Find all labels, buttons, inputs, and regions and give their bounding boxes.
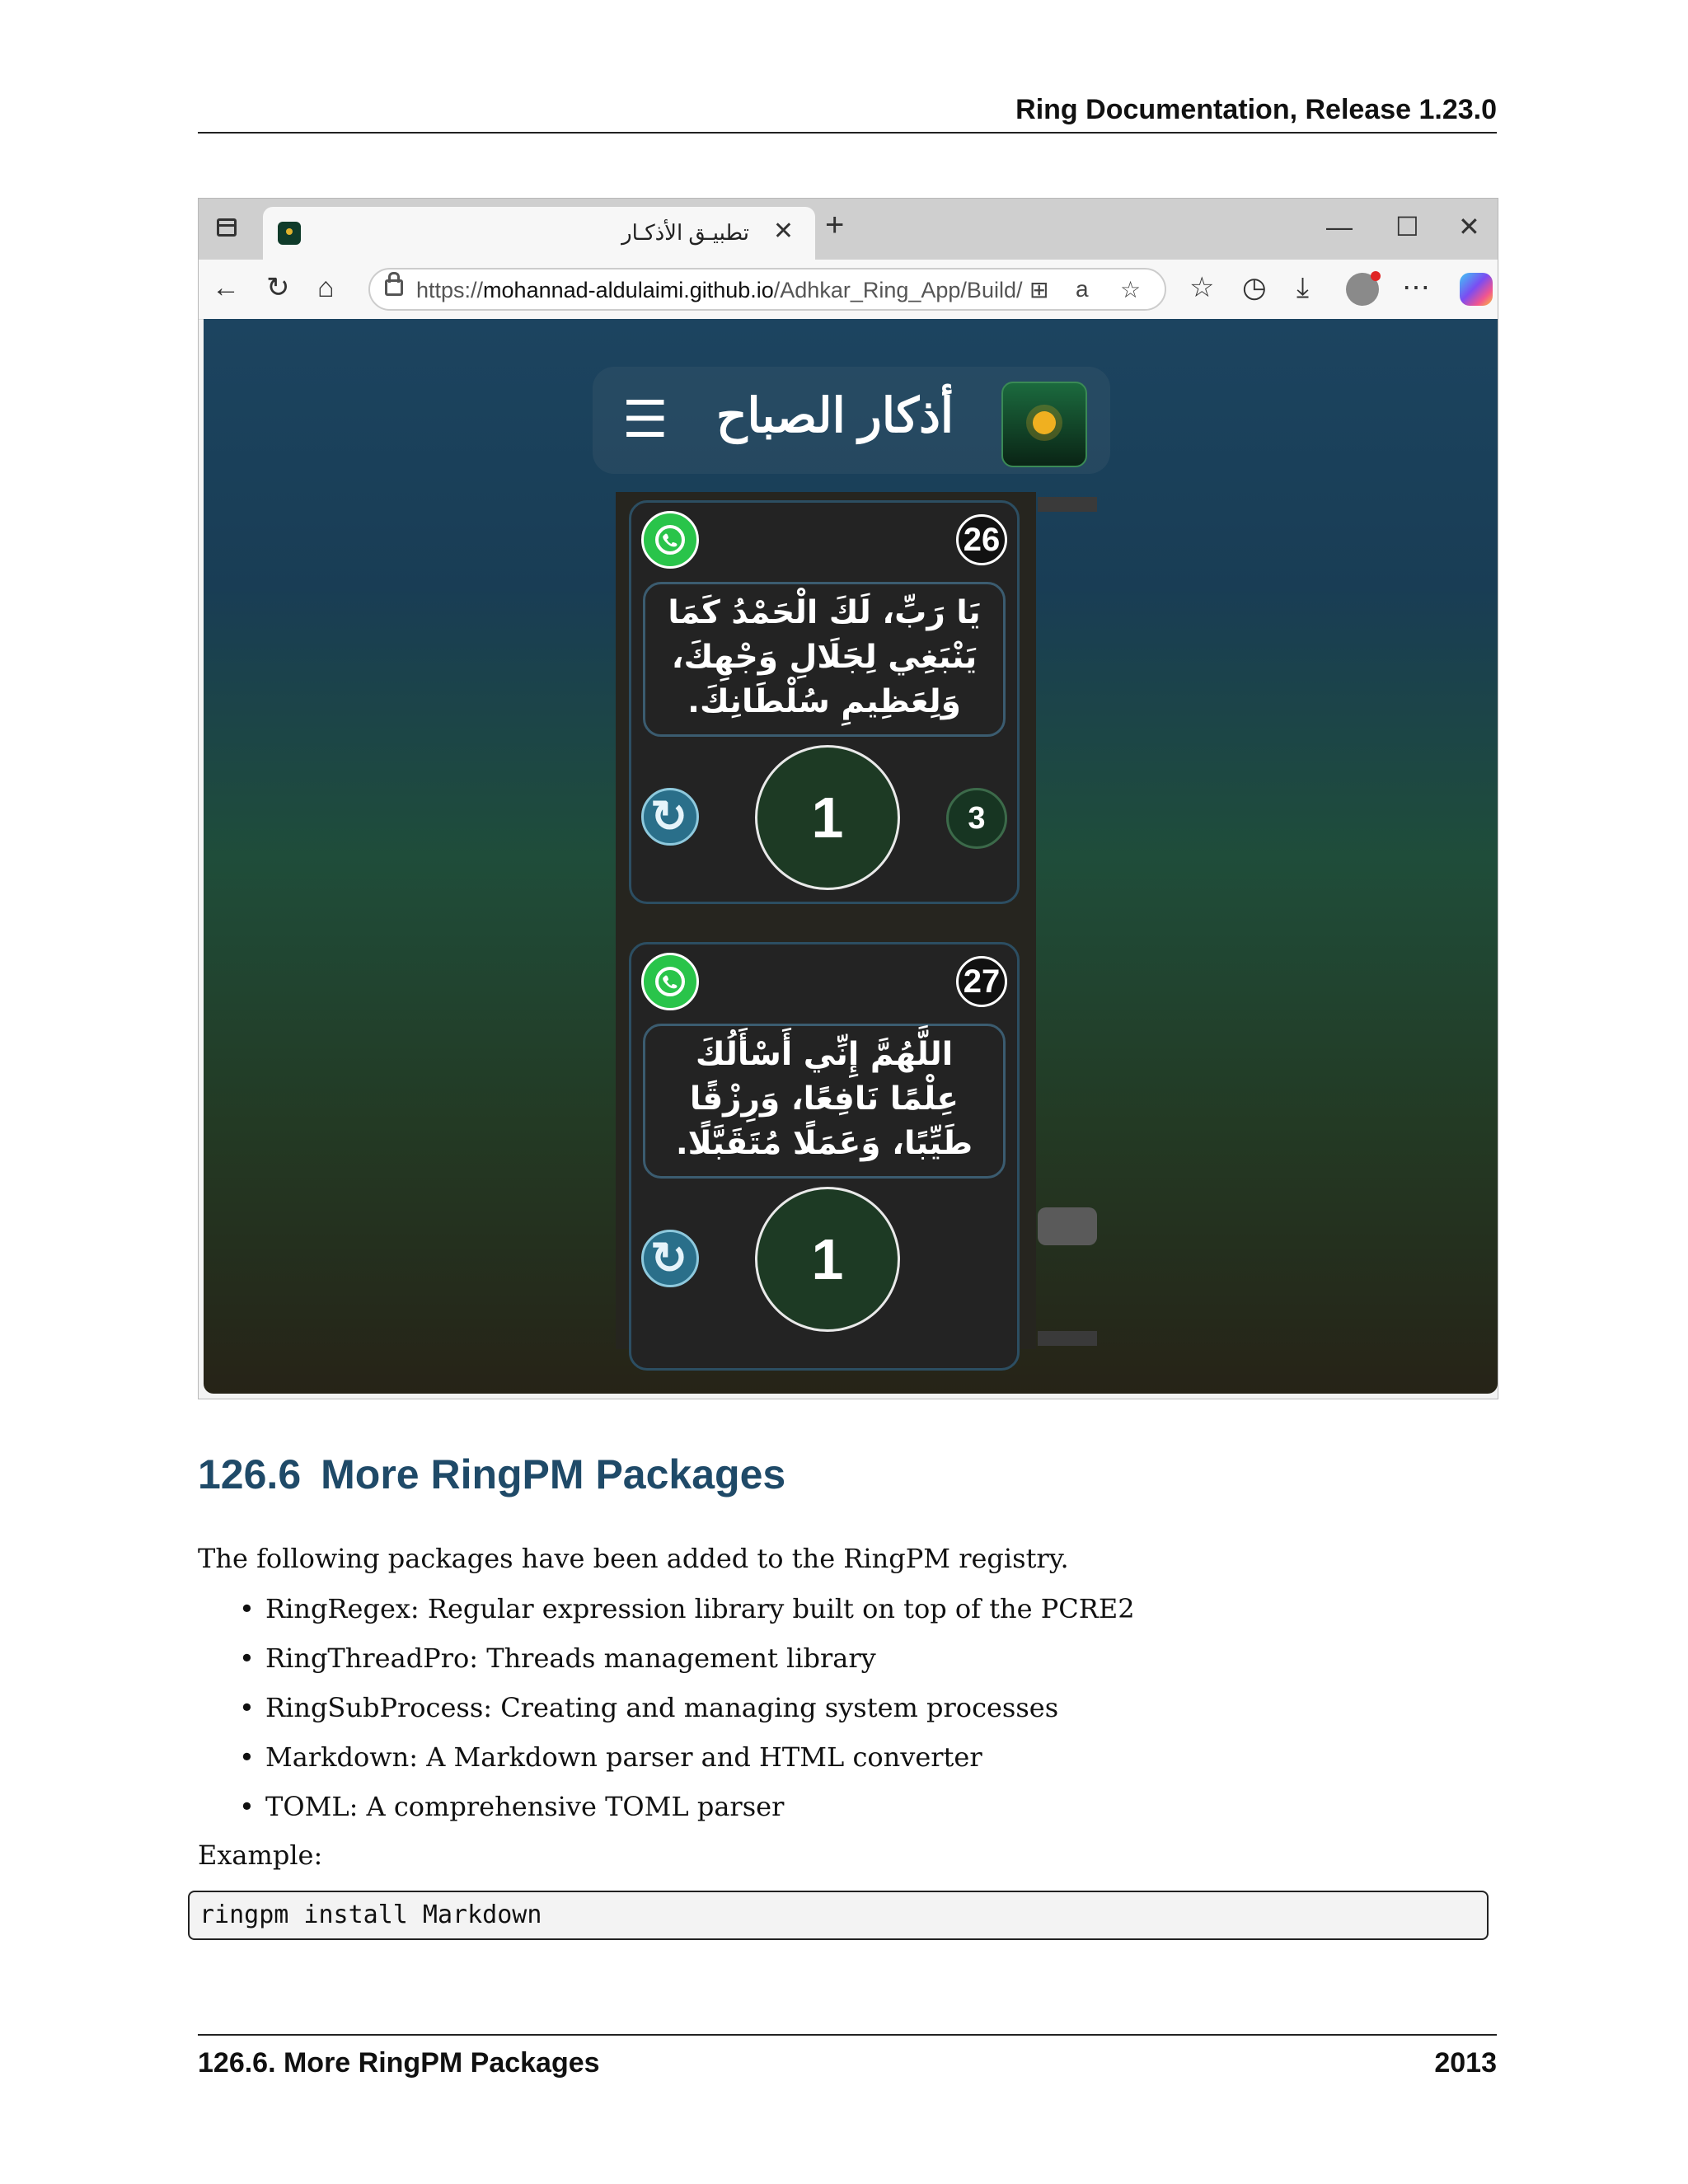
dhikr-number-badge: 27 (956, 956, 1007, 1007)
app-available-icon[interactable]: ⊞ (1029, 277, 1049, 302)
app-title: أذكار الصباح (716, 389, 954, 443)
tab-title: تطبيـق الأذكـار (621, 220, 749, 245)
footer-section-title: 126.6. More RingPM Packages (198, 2047, 600, 2079)
home-icon[interactable]: ⌂ (317, 272, 335, 303)
dhikr-number-badge: 26 (956, 514, 1007, 565)
list-item: • RingThreadPro: Threads management library (239, 1642, 1135, 1691)
app-favicon-icon (278, 222, 301, 245)
translate-icon[interactable]: a (1076, 276, 1089, 302)
favorites-icon[interactable]: ☆ (1189, 272, 1215, 303)
page-number: 2013 (1434, 2047, 1497, 2079)
running-header: Ring Documentation, Release 1.23.0 (198, 92, 1497, 134)
minimize-icon[interactable]: — (1326, 212, 1353, 241)
sidebar-toggle-icon[interactable] (217, 218, 237, 237)
tap-counter-button[interactable]: 1 (755, 1187, 900, 1332)
code-block (188, 1891, 1489, 1940)
package-list (239, 1592, 1135, 1840)
intro-paragraph: The following packages have been added to the RingPM registry. (198, 1543, 1069, 1574)
web-page-viewport (204, 319, 1498, 1394)
scrollbar-up-arrow[interactable] (1038, 497, 1097, 512)
refresh-icon[interactable]: ↻ (266, 272, 290, 303)
list-item: • RingSubProcess: Creating and managing system processes (239, 1691, 1135, 1741)
scrollbar-down-arrow[interactable] (1038, 1331, 1097, 1346)
download-icon[interactable]: ⤓ (1296, 272, 1310, 303)
repeat-count-badge: 3 (946, 788, 1007, 849)
running-footer (198, 2034, 1497, 2079)
reset-counter-icon[interactable] (641, 1230, 699, 1287)
new-tab-icon[interactable]: + (825, 207, 845, 243)
browser-screenshot (198, 198, 1498, 1399)
copilot-icon[interactable] (1460, 273, 1493, 306)
menu-icon[interactable]: ☰ (622, 391, 668, 448)
history-icon[interactable]: ◷ (1242, 272, 1267, 303)
dhikr-text: اللَّهُمَّ إِنِّي أَسْأَلُكَ عِلْمًا نَافِعًا، وَرِزْقًا طَيِّبًا، وَعَمَلًا مُتَقَبَّلًا. (643, 1024, 1006, 1179)
scrollbar-thumb[interactable] (1038, 1207, 1097, 1245)
list-item: • Markdown: A Markdown parser and HTML converter (239, 1741, 1135, 1790)
whatsapp-share-icon[interactable] (641, 511, 699, 569)
more-options-icon[interactable]: ⋯ (1402, 272, 1430, 303)
dhikr-card (629, 500, 1020, 904)
app-header (593, 367, 1110, 474)
code-text: ringpm install Markdown (199, 1900, 542, 1929)
lock-icon (385, 279, 403, 296)
url-text: https://mohannad-aldulaimi.github.io/Adhkar_Ring_App/Build/ (416, 278, 1023, 302)
list-item: • RingRegex: Regular expression library built on top of the PCRE2 (239, 1592, 1135, 1642)
favorite-star-icon[interactable]: ☆ (1120, 277, 1142, 302)
example-label: Example: (198, 1840, 323, 1871)
address-bar[interactable] (368, 268, 1166, 311)
close-window-icon[interactable]: ✕ (1458, 212, 1480, 241)
browser-tab[interactable] (263, 207, 815, 260)
profile-avatar[interactable] (1346, 273, 1379, 306)
whatsapp-share-icon[interactable] (641, 953, 699, 1010)
maximize-icon[interactable]: ☐ (1395, 212, 1419, 241)
navigation-bar (199, 260, 1498, 320)
dhikr-card (629, 942, 1020, 1371)
list-item: • TOML: A comprehensive TOML parser (239, 1790, 1135, 1840)
close-tab-icon[interactable]: ✕ (772, 218, 794, 245)
back-icon[interactable]: ← (212, 272, 240, 303)
reset-counter-icon[interactable] (641, 788, 699, 846)
tap-counter-button[interactable]: 1 (755, 745, 900, 890)
tab-bar (199, 199, 1498, 260)
section-heading: 126.6 More RingPM Packages (198, 1451, 786, 1497)
dhikr-text: يَا رَبِّ، لَكَ الْحَمْدُ كَمَا يَنْبَغِي لِجَلَالِ وَجْهِكَ، وَلِعَظِيمِ سُلْطَانِكَ. (643, 582, 1006, 737)
app-logo-icon (1001, 382, 1087, 467)
